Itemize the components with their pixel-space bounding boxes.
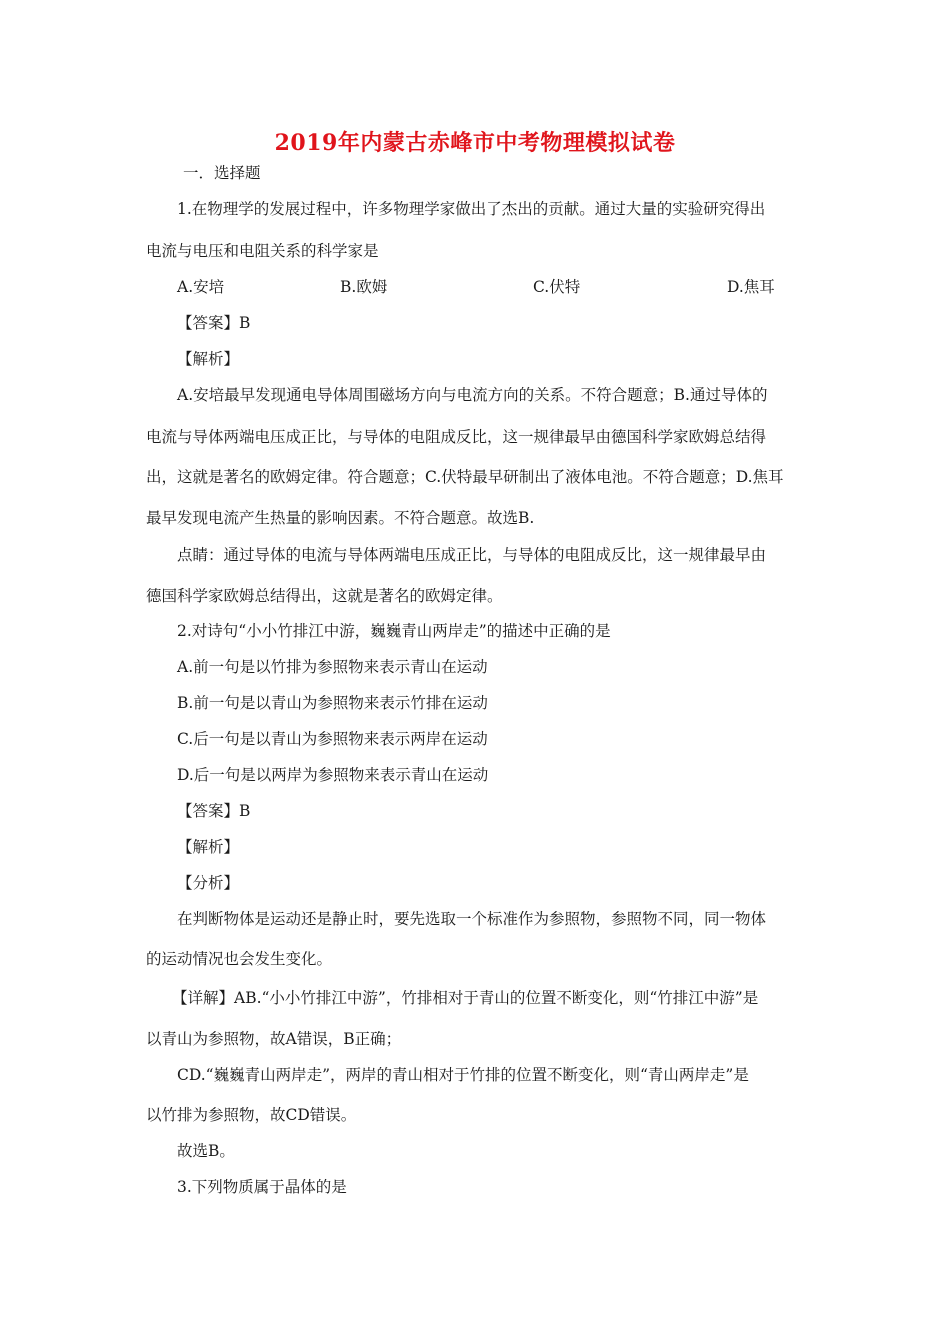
q1-answer: 【答案】B: [177, 314, 251, 332]
q2-detail-line-2: 以青山为参照物，故A错误，B正确；: [146, 1030, 402, 1048]
q1-analysis-line-2: 电流与导体两端电压成正比，与导体的电阻成反比，这一规律最早由德国科学家欧姆总结得: [146, 428, 767, 446]
page-title: 2019年内蒙古赤峰市中考物理模拟试卷: [274, 130, 676, 156]
q2-detail-line-5: 故选B。: [177, 1142, 235, 1160]
q2-option-c: C.后一句是以青山为参照物来表示两岸在运动: [177, 730, 488, 748]
q1-analysis-line-1: A.安培最早发现通电导体周围磁场方向与电流方向的关系。不符合题意；B.通过导体的: [177, 386, 768, 404]
q2-fenxi-label: 【分析】: [177, 874, 240, 892]
q2-answer: 【答案】B: [177, 802, 251, 820]
q1-option-c: C.伏特: [533, 278, 581, 296]
q2-option-d: D.后一句是以两岸为参照物来表示青山在运动: [177, 766, 489, 784]
q1-tip-line-1: 点睛：通过导体的电流与导体两端电压成正比，与导体的电阻成反比，这一规律最早由: [177, 546, 767, 564]
q3-stem: 3.下列物质属于晶体的是: [177, 1178, 347, 1196]
section-heading: 一．选择题: [183, 164, 261, 182]
q1-analysis-line-4: 最早发现电流产生热量的影响因素。不符合题意。故选B.: [146, 509, 535, 527]
q1-option-b: B.欧姆: [340, 278, 388, 296]
q1-stem-line-2: 电流与电压和电阻关系的科学家是: [146, 242, 379, 260]
q2-detail-line-1: 【详解】AB.“小小竹排江中游”，竹排相对于青山的位置不断变化，则“竹排江中游”是: [172, 989, 759, 1007]
q2-detail-line-4: 以竹排为参照物，故CD错误。: [146, 1106, 357, 1124]
q1-stem-line-1: 1.在物理学的发展过程中，许多物理学家做出了杰出的贡献。通过大量的实验研究得出: [177, 200, 766, 218]
q2-analysis-label: 【解析】: [177, 838, 240, 856]
q2-fenxi-line-2: 的运动情况也会发生变化。: [146, 950, 333, 968]
q2-option-b: B.前一句是以青山为参照物来表示竹排在运动: [177, 694, 488, 712]
q2-stem: 2.对诗句“小小竹排江中游，巍巍青山两岸走”的描述中正确的是: [177, 622, 611, 640]
q1-option-a: A.安培: [177, 278, 225, 296]
q2-detail-line-3: CD.“巍巍青山两岸走”，两岸的青山相对于竹排的位置不断变化，则“青山两岸走”是: [177, 1066, 749, 1084]
q2-fenxi-line-1: 在判断物体是运动还是静止时，要先选取一个标准作为参照物，参照物不同，同一物体: [177, 910, 767, 928]
q2-option-a: A.前一句是以竹排为参照物来表示青山在运动: [177, 658, 488, 676]
q1-tip-line-2: 德国科学家欧姆总结得出，这就是著名的欧姆定律。: [146, 587, 503, 605]
q1-option-d: D.焦耳: [727, 278, 775, 296]
q1-analysis-line-3: 出，这就是著名的欧姆定律。符合题意；C.伏特最早研制出了液体电池。不符合题意；D.焦耳: [146, 468, 784, 486]
q1-analysis-label: 【解析】: [177, 350, 240, 368]
